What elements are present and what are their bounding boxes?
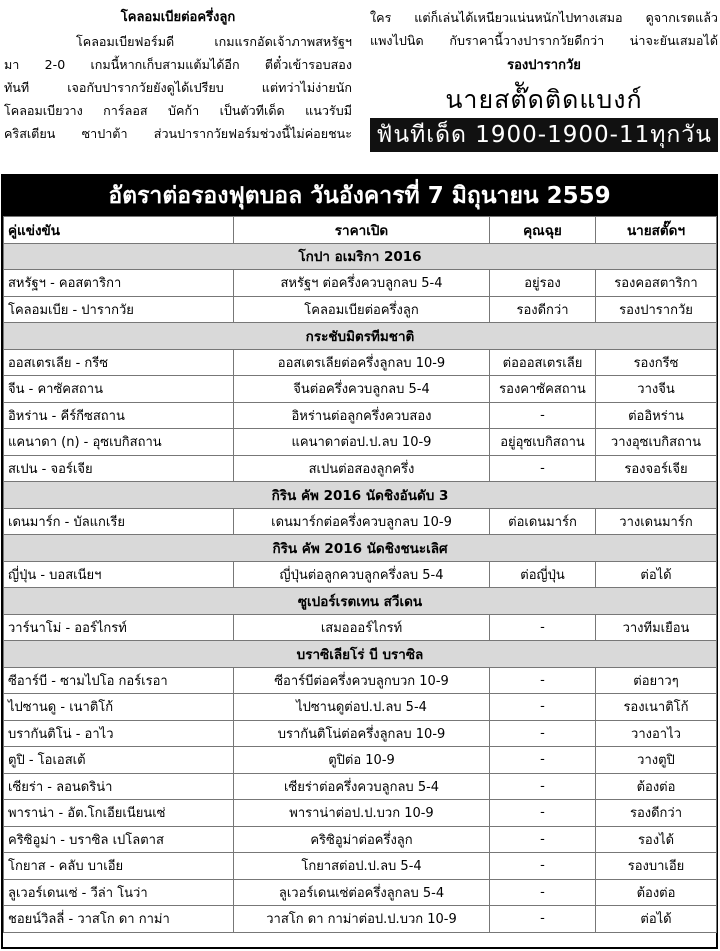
tipster-a-cell: ต่อเดนมาร์ก	[490, 508, 596, 535]
table-row	[4, 853, 717, 880]
table-row	[4, 376, 717, 403]
tipster-b-cell: รองคอสตาริกา	[596, 270, 717, 297]
tipster-a-cell: -	[490, 906, 596, 933]
table-row	[4, 296, 717, 323]
match-cell: สเปน - จอร์เจีย	[4, 455, 234, 482]
odds-cell: โกยาสต่อป.ป.ลบ 5-4	[234, 853, 490, 880]
match-cell: ออสเตรเลีย - กรีซ	[4, 349, 234, 376]
section-title: ซูเปอร์เรตเทน สวีเดน	[4, 588, 717, 615]
match-cell: อิหร่าน - คีร์กีซสถาน	[4, 402, 234, 429]
match-cell: ตูปิ - โอเอสเต้	[4, 747, 234, 774]
article-right-column	[370, 6, 718, 152]
odds-cell: อิหร่านต่อลูกครึ่งควบสอง	[234, 402, 490, 429]
odds-cell: ญี่ปุ่นต่อลูกควบลูกครึ่งลบ 5-4	[234, 561, 490, 588]
tipster-a-cell: -	[490, 667, 596, 694]
table-row	[4, 800, 717, 827]
tipster-a-cell: -	[490, 826, 596, 853]
tipster-b-cell: ต่อได้	[596, 906, 717, 933]
table-row	[4, 455, 717, 482]
tipster-a-cell: ต่อญี่ปุ่น	[490, 561, 596, 588]
match-cell: ลูเวอร์เดนเซ่ - วีล่า โนว่า	[4, 879, 234, 906]
header-row	[4, 217, 717, 244]
tipster-a-cell: ต่อออสเตรเลีย	[490, 349, 596, 376]
tipster-a-cell: -	[490, 853, 596, 880]
header-tipster-b: นายสตั๊ดฯ	[596, 217, 717, 244]
match-cell: วาร์นาโม่ - ออร์ไกรท์	[4, 614, 234, 641]
section-title: บราซิเลียโร่ บี บราซิล	[4, 641, 717, 668]
odds-cell: พาราน่าต่อป.ป.บวก 10-9	[234, 800, 490, 827]
section-row	[4, 482, 717, 509]
match-cell: บรากันติโน่ - อาไว	[4, 720, 234, 747]
article-body	[4, 30, 352, 145]
tipster-b-cell: วางตูปิ	[596, 747, 717, 774]
table-row	[4, 773, 717, 800]
tipster-a-cell: อยู่รอง	[490, 270, 596, 297]
section-title: กิริน คัพ 2016 นัดชิงอันดับ 3	[4, 482, 717, 509]
table-row	[4, 826, 717, 853]
section-row	[4, 641, 717, 668]
table-row	[4, 508, 717, 535]
table-row	[4, 720, 717, 747]
odds-cell: บรากันติโน่ต่อครึ่งลูกลบ 10-9	[234, 720, 490, 747]
odds-cell: ไปซานดูต่อป.ป.ลบ 5-4	[234, 694, 490, 721]
tipster-b-cell: วางทีมเยือน	[596, 614, 717, 641]
odds-cell: แคนาดาต่อป.ป.ลบ 10-9	[234, 429, 490, 456]
odds-cell: เดนมาร์กต่อครึ่งควบลูกลบ 10-9	[234, 508, 490, 535]
table-row	[4, 561, 717, 588]
tipster-b-cell: วางจีน	[596, 376, 717, 403]
odds-cell: ออสเตรเลียต่อครึ่งลูกลบ 10-9	[234, 349, 490, 376]
article-line: โคลอมเบียวาง การ์ลอส บัคก้า เป็นตัวทีเด็ด แนวรับมี	[4, 103, 352, 118]
odds-cell: ตูปิต่อ 10-9	[234, 747, 490, 774]
tipster-a-cell: -	[490, 879, 596, 906]
tipster-a-cell: -	[490, 694, 596, 721]
section-row	[4, 588, 717, 615]
tipster-b-cell: วางอุซเบกิสถาน	[596, 429, 717, 456]
article-pick: รองปารากวัย	[507, 58, 581, 73]
odds-table-title: อัตราต่อรองฟุตบอล วันอังคารที่ 7 มิถุนายน 2559	[3, 176, 716, 216]
section-title: กระชับมิตรทีมชาติ	[4, 323, 717, 350]
tipster-a-cell: -	[490, 773, 596, 800]
table-row	[4, 349, 717, 376]
tipster-a-cell: รองคาซัคสถาน	[490, 376, 596, 403]
table-row	[4, 906, 717, 933]
tipster-b-cell: วางเดนมาร์ก	[596, 508, 717, 535]
table-row	[4, 879, 717, 906]
section-row	[4, 535, 717, 562]
odds-cell: โคลอมเบียต่อครึ่งลูก	[234, 296, 490, 323]
tipster-b-cell: ต้องต่อ	[596, 773, 717, 800]
match-cell: จีน - คาซัคสถาน	[4, 376, 234, 403]
match-cell: แคนาดา (n) - อุซเบกิสถาน	[4, 429, 234, 456]
table-row	[4, 429, 717, 456]
match-cell: สหรัฐฯ - คอสตาริกา	[4, 270, 234, 297]
section-title: กิริน คัพ 2016 นัดชิงชนะเลิศ	[4, 535, 717, 562]
match-cell: โกยาส - คลับ บาเอีย	[4, 853, 234, 880]
odds-cell: ลูเวอร์เดนเซ่ต่อครึ่งลูกลบ 5-4	[234, 879, 490, 906]
article-left-column	[4, 6, 352, 145]
tipster-a-cell: -	[490, 455, 596, 482]
odds-cell: เสมอออร์ไกรท์	[234, 614, 490, 641]
header-match: คู่แข่งขัน	[4, 217, 234, 244]
tipster-a-cell: รองดีกว่า	[490, 296, 596, 323]
section-title: โกปา อเมริกา 2016	[4, 243, 717, 270]
tipster-b-cell: รองได้	[596, 826, 717, 853]
match-cell: ญี่ปุ่น - บอสเนียฯ	[4, 561, 234, 588]
article-line: ใคร แต่ก็เล่นได้เหนียวแน่นหนักไปทางเสมอ ดูจากเรตแล้ว	[370, 10, 718, 25]
hotline-banner: ฟันทีเด็ด 1900-1900-11ทุกวัน	[370, 118, 718, 152]
section-row	[4, 243, 717, 270]
match-cell: ซีอาร์บี - ซามไปโอ กอร์เรอา	[4, 667, 234, 694]
section-row	[4, 323, 717, 350]
tipster-a-cell: -	[490, 747, 596, 774]
tipster-b-cell: รองจอร์เจีย	[596, 455, 717, 482]
tipster-b-cell: ต่อได้	[596, 561, 717, 588]
odds-table-panel	[1, 174, 718, 949]
table-row	[4, 614, 717, 641]
tipster-a-cell: อยู่อุซเบกิสถาน	[490, 429, 596, 456]
article-line: คริสเตียน ซาปาต้า ส่วนปารากวัยฟอร์มช่วงนี้ไม่ค่อยชนะ	[4, 126, 352, 141]
odds-table-body	[4, 243, 717, 932]
tipster-b-cell: รองปารากวัย	[596, 296, 717, 323]
match-cell: เซียร่า - ลอนดริน่า	[4, 773, 234, 800]
match-cell: คริซิอูม่า - บราซิล เปโลตาส	[4, 826, 234, 853]
odds-table	[3, 216, 717, 933]
tipster-a-cell: -	[490, 800, 596, 827]
tipster-a-cell: -	[490, 402, 596, 429]
header-odds: ราคาเปิด	[234, 217, 490, 244]
article-line: ทันที เจอกับปารากวัยยังดูได้เปรียบ แต่ทว่าไม่ง่ายนัก	[4, 80, 352, 95]
odds-cell: สเปนต่อสองลูกครึ่ง	[234, 455, 490, 482]
tipster-b-cell: ต่ออิหร่าน	[596, 402, 717, 429]
table-row	[4, 694, 717, 721]
odds-cell: จีนต่อครึ่งควบลูกลบ 5-4	[234, 376, 490, 403]
odds-cell: เซียร่าต่อครึ่งควบลูกลบ 5-4	[234, 773, 490, 800]
tipster-b-cell: รองบาเอีย	[596, 853, 717, 880]
match-cell: โคลอมเบีย - ปารากวัย	[4, 296, 234, 323]
match-cell: ไปซานดู - เนาติโก้	[4, 694, 234, 721]
odds-cell: สหรัฐฯ ต่อครึ่งควบลูกลบ 5-4	[234, 270, 490, 297]
article-heading: โคลอมเบียต่อครึ่งลูก	[120, 10, 236, 25]
match-cell: พาราน่า - อัต.โกเอียเนียนเซ่	[4, 800, 234, 827]
table-row	[4, 667, 717, 694]
tipster-b-cell: ต่อยาวๆ	[596, 667, 717, 694]
table-row	[4, 402, 717, 429]
article-line: โคลอมเบียฟอร์มดี เกมแรกอัดเจ้าภาพสหรัฐฯ	[76, 34, 352, 49]
odds-cell: วาสโก ดา กาม่าต่อป.ป.บวก 10-9	[234, 906, 490, 933]
tipster-b-cell: รองกรีซ	[596, 349, 717, 376]
header-tipster-a: คุณฉุย	[490, 217, 596, 244]
tipster-a-cell: -	[490, 614, 596, 641]
match-cell: ชอยน์วิลลี่ - วาสโก ดา กาม่า	[4, 906, 234, 933]
tipster-b-cell: วางอาไว	[596, 720, 717, 747]
article-line: มา 2-0 เกมนี้หากเก็บสามแต้มได้อีก ตีตั๋วเข้ารอบสอง	[4, 57, 352, 72]
table-row	[4, 270, 717, 297]
match-cell: เดนมาร์ก - บัลแกเรีย	[4, 508, 234, 535]
article-area	[0, 0, 720, 170]
odds-cell: คริซิอูม่าต่อครึ่งลูก	[234, 826, 490, 853]
tipster-b-cell: รองเนาติโก้	[596, 694, 717, 721]
article-line: แพงไปนิด กับราคานี้วางปารากวัยดีกว่า น่าจะยันเสมอได้	[370, 33, 718, 48]
tipster-b-cell: ต้องต่อ	[596, 879, 717, 906]
tipster-b-cell: รองดีกว่า	[596, 800, 717, 827]
author-alias: นายสต๊ัดติดแบงก์	[445, 85, 643, 114]
table-row	[4, 747, 717, 774]
odds-cell: ซีอาร์บีต่อครึ่งควบลูกบวก 10-9	[234, 667, 490, 694]
tipster-a-cell: -	[490, 720, 596, 747]
